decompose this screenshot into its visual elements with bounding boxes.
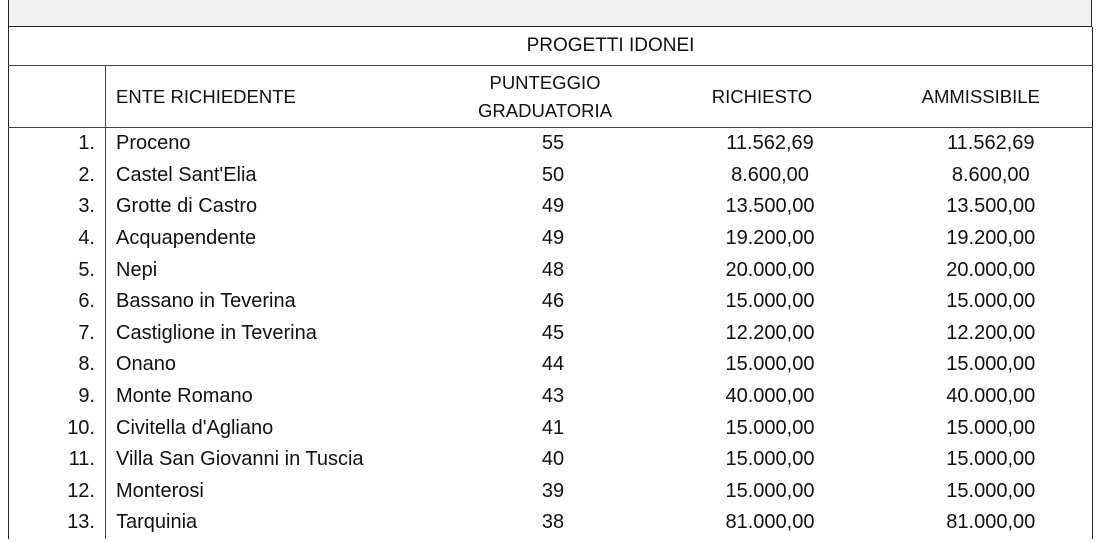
row-ammissibile-cell bbox=[870, 381, 1093, 413]
row-punteggio-value: 43 bbox=[541, 385, 565, 408]
header-punteggio-graduatoria bbox=[436, 66, 655, 128]
table-row bbox=[9, 412, 1093, 444]
row-punteggio-value: 50 bbox=[541, 163, 565, 186]
row-punteggio-value: 40 bbox=[541, 448, 565, 471]
row-richiesto-value: 15.000,00 bbox=[725, 448, 815, 471]
row-number-cell: 10. bbox=[9, 412, 106, 444]
row-ammissibile-value: 8.600,00 bbox=[951, 163, 1030, 186]
row-ammissibile-cell bbox=[870, 160, 1093, 192]
row-punteggio-cell bbox=[436, 254, 655, 286]
row-punteggio-value: 55 bbox=[541, 132, 565, 155]
row-richiesto-cell bbox=[655, 191, 870, 223]
table-header-row bbox=[9, 66, 1093, 128]
row-punteggio-cell bbox=[436, 507, 655, 539]
row-ammissibile-cell bbox=[870, 444, 1093, 476]
row-richiesto-value: 8.600,00 bbox=[731, 163, 809, 186]
row-ammissibile-cell bbox=[870, 286, 1093, 318]
row-ente-cell: Civitella d'Agliano bbox=[106, 412, 436, 444]
row-ammissibile-value: 20.000,00 bbox=[946, 258, 1036, 281]
row-richiesto-cell bbox=[655, 318, 870, 350]
row-richiesto-value: 15.000,00 bbox=[725, 290, 815, 313]
header-number bbox=[9, 66, 106, 128]
row-punteggio-value: 45 bbox=[541, 321, 565, 344]
row-richiesto-cell bbox=[655, 412, 870, 444]
row-richiesto-cell bbox=[655, 444, 870, 476]
row-number-cell: 4. bbox=[9, 223, 106, 255]
row-ammissibile-cell bbox=[870, 476, 1093, 508]
table-row bbox=[9, 381, 1093, 413]
row-richiesto-value: 40.000,00 bbox=[725, 385, 815, 408]
row-ammissibile-value: 12.200,00 bbox=[946, 321, 1036, 344]
table-row bbox=[9, 286, 1093, 318]
row-ente-cell: Onano bbox=[106, 349, 436, 381]
row-ente-cell: Nepi bbox=[106, 254, 436, 286]
row-ente-cell: Castiglione in Teverina bbox=[106, 318, 436, 350]
table-row bbox=[9, 254, 1093, 286]
row-punteggio-value: 38 bbox=[541, 511, 565, 534]
row-number-cell: 2. bbox=[9, 160, 106, 192]
row-number-cell: 12. bbox=[9, 476, 106, 508]
table-row bbox=[9, 223, 1093, 255]
row-punteggio-cell bbox=[436, 160, 655, 192]
row-richiesto-value: 12.200,00 bbox=[725, 321, 815, 344]
row-punteggio-cell bbox=[436, 128, 655, 160]
table-title-row bbox=[9, 27, 1093, 66]
table-row bbox=[9, 128, 1093, 160]
row-ammissibile-value: 15.000,00 bbox=[946, 479, 1036, 502]
row-punteggio-cell bbox=[436, 191, 655, 223]
row-ammissibile-cell bbox=[870, 507, 1093, 539]
row-ammissibile-value: 15.000,00 bbox=[946, 290, 1036, 313]
projects-table bbox=[8, 27, 1093, 539]
row-richiesto-value: 13.500,00 bbox=[725, 195, 815, 218]
row-ente-cell: Castel Sant'Elia bbox=[106, 160, 436, 192]
row-punteggio-cell bbox=[436, 349, 655, 381]
row-ammissibile-cell bbox=[870, 223, 1093, 255]
row-richiesto-cell bbox=[655, 507, 870, 539]
row-ammissibile-value: 11.562,69 bbox=[947, 132, 1035, 155]
row-number-cell: 9. bbox=[9, 381, 106, 413]
row-ente-cell: Tarquinia bbox=[106, 507, 436, 539]
previous-section-strip bbox=[8, 0, 1092, 27]
row-punteggio-value: 48 bbox=[541, 258, 565, 281]
table-row bbox=[9, 160, 1093, 192]
row-number-cell: 11. bbox=[9, 444, 106, 476]
row-punteggio-cell bbox=[436, 412, 655, 444]
row-richiesto-value: 15.000,00 bbox=[725, 353, 815, 376]
row-number-cell: 5. bbox=[9, 254, 106, 286]
row-number-cell: 6. bbox=[9, 286, 106, 318]
row-richiesto-value: 15.000,00 bbox=[725, 416, 815, 439]
table-row bbox=[9, 349, 1093, 381]
row-ammissibile-cell bbox=[870, 254, 1093, 286]
row-punteggio-value: 49 bbox=[541, 195, 565, 218]
table-row bbox=[9, 444, 1093, 476]
row-richiesto-cell bbox=[655, 381, 870, 413]
row-ente-cell: Villa San Giovanni in Tuscia bbox=[106, 444, 436, 476]
row-ammissibile-cell bbox=[870, 128, 1093, 160]
row-richiesto-cell bbox=[655, 349, 870, 381]
row-number-cell: 1. bbox=[9, 128, 106, 160]
row-punteggio-value: 46 bbox=[541, 290, 565, 313]
row-punteggio-cell bbox=[436, 381, 655, 413]
table-row bbox=[9, 191, 1093, 223]
row-ammissibile-value: 15.000,00 bbox=[946, 353, 1036, 376]
header-punteggio-line1: PUNTEGGIO bbox=[489, 71, 601, 93]
row-richiesto-value: 19.200,00 bbox=[725, 227, 815, 250]
row-ente-cell: Acquapendente bbox=[106, 223, 436, 255]
row-richiesto-value: 20.000,00 bbox=[725, 258, 815, 281]
header-ammissibile: AMMISSIBILE bbox=[870, 66, 1093, 128]
table-row bbox=[9, 318, 1093, 350]
row-richiesto-cell bbox=[655, 286, 870, 318]
row-number-cell: 7. bbox=[9, 318, 106, 350]
row-ammissibile-value: 81.000,00 bbox=[946, 511, 1036, 534]
row-ammissibile-value: 19.200,00 bbox=[946, 227, 1036, 250]
row-punteggio-value: 39 bbox=[541, 479, 565, 502]
row-ente-cell: Monterosi bbox=[106, 476, 436, 508]
header-punteggio-line2: GRADUATORIA bbox=[478, 99, 612, 121]
row-punteggio-value: 44 bbox=[541, 353, 565, 376]
row-ammissibile-value: 13.500,00 bbox=[946, 195, 1036, 218]
row-ammissibile-cell bbox=[870, 349, 1093, 381]
row-richiesto-value: 15.000,00 bbox=[725, 479, 815, 502]
row-number-cell: 3. bbox=[9, 191, 106, 223]
row-punteggio-value: 49 bbox=[541, 227, 565, 250]
row-richiesto-cell bbox=[655, 476, 870, 508]
row-number-cell: 8. bbox=[9, 349, 106, 381]
table-row bbox=[9, 476, 1093, 508]
row-richiesto-cell bbox=[655, 254, 870, 286]
row-punteggio-cell bbox=[436, 318, 655, 350]
row-ammissibile-cell bbox=[870, 191, 1093, 223]
row-ente-cell: Bassano in Teverina bbox=[106, 286, 436, 318]
row-punteggio-cell bbox=[436, 476, 655, 508]
row-ammissibile-value: 15.000,00 bbox=[946, 448, 1036, 471]
row-ammissibile-cell bbox=[870, 412, 1093, 444]
row-ente-cell: Proceno bbox=[106, 128, 436, 160]
row-richiesto-cell bbox=[655, 128, 870, 160]
table-title-cell bbox=[9, 27, 1093, 66]
table-title: PROGETTI IDONEI bbox=[526, 35, 695, 56]
row-richiesto-value: 81.000,00 bbox=[725, 511, 815, 534]
row-richiesto-cell bbox=[655, 160, 870, 192]
header-ente-richiedente: ENTE RICHIEDENTE bbox=[106, 66, 436, 128]
row-number-cell: 13. bbox=[9, 507, 106, 539]
row-ammissibile-value: 40.000,00 bbox=[946, 385, 1036, 408]
table-row bbox=[9, 507, 1093, 539]
header-richiesto: RICHIESTO bbox=[655, 66, 870, 128]
row-punteggio-cell bbox=[436, 223, 655, 255]
row-punteggio-cell bbox=[436, 444, 655, 476]
row-ente-cell: Monte Romano bbox=[106, 381, 436, 413]
row-punteggio-cell bbox=[436, 286, 655, 318]
row-ente-cell: Grotte di Castro bbox=[106, 191, 436, 223]
row-ammissibile-cell bbox=[870, 318, 1093, 350]
row-richiesto-value: 11.562,69 bbox=[726, 132, 814, 155]
row-richiesto-cell bbox=[655, 223, 870, 255]
row-punteggio-value: 41 bbox=[541, 416, 565, 439]
row-ammissibile-value: 15.000,00 bbox=[946, 416, 1036, 439]
